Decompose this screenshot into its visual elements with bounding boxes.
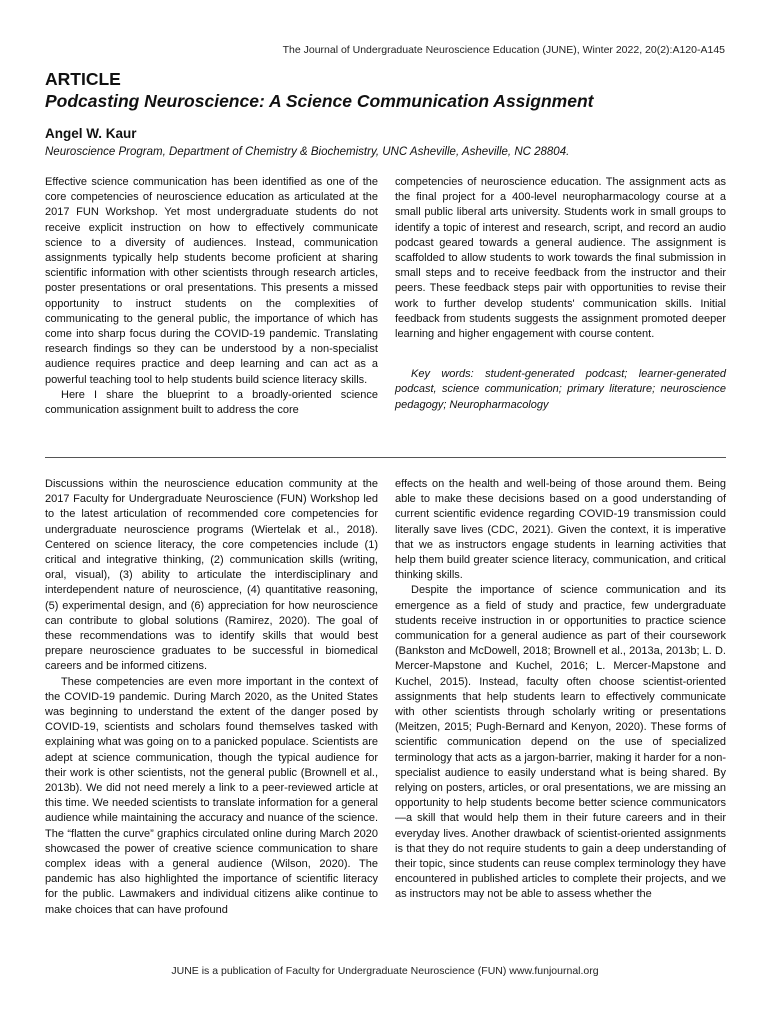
article-title: Podcasting Neuroscience: A Science Communication Assignment (45, 91, 594, 111)
author-affiliation: Neuroscience Program, Department of Chemistry & Biochemistry, UNC Asheville, Asheville, NC 28804. (45, 146, 570, 158)
body-paragraph: effects on the health and well-being of those around them. Being able to make these decisions based on a good understanding of current scientific evidence regarding COVID-19 transmission could literally save lives (CDC, 2021). Given the context, it is imperative that we as instructors engage students in learning activities that help them build greater science literacy, communication, and critical thinking skills. (395, 478, 726, 582)
body-paragraph: Discussions within the neuroscience education community at the 2017 Faculty for Undergraduate Neuroscience (FUN) Workshop led to the latest articulation of recommended core competencies for undergraduate neuroscience programs (Wiertelak et al., 2018). Centered on science literacy, the core competencies include (1) critical and integrative thinking, (2) communication skills (writing, oral, visual), (3) ability to articulate the interdisciplinary and interdependent nature of neuroscience, (4) quantitative reasoning, (5) experimental design, and (6) appreciation for how neuroscience can contribute to global solutions (Ramirez, 2020). The goal of these recommendations was to identify skills that would best prepare neuroscience graduates to be successful in biomedical careers and be informed citizens. (45, 478, 378, 673)
abstract-paragraph: Here I share the blueprint to a broadly-oriented science communication assignment built to address the core (45, 388, 378, 417)
abstract-left-column (45, 175, 378, 418)
author-name: Angel W. Kaur (45, 126, 137, 141)
abstract-right-column (395, 175, 726, 413)
article-label: ARTICLE (45, 69, 121, 89)
body-right-column (395, 477, 726, 903)
section-divider (45, 457, 726, 458)
body-left-column (45, 477, 378, 918)
abstract-paragraph: Effective science communication has been identified as one of the core competencies of neuroscience education as articulated at the 2017 FUN Workshop. Yet most undergraduate students do not receive explicit instruction on how to effectively communicate science to a diversity of audiences. Instead, communication assignments typically help students become proficient at sharing scientific information with other scientists through research articles, poster presentations or oral presentations. This presents a missed opportunity to instruct students on the complexities of communicating to the general public, the importance of which has come into sharp focus during the COVID-19 pandemic. Translating research findings so they can be understood by a non-specialist audience requires practice and deep learning and can act as a powerful teaching tool to help students build science literacy skills. (45, 176, 378, 386)
body-paragraph: Despite the importance of science communication and its emergence as a field of study and practice, few undergraduate students receive instruction in or opportunities to practice science communication for a general audience as part of their coursework (Bankston and McDowell, 2018; Brownell et al., 2013a, 2013b; L. D. Mercer-Mapstone and Kuchel, 2016; L. Mercer-Mapstone and Kuchel, 2015). Instead, faculty often choose scientist-oriented assignments that help students learn to effectively communicate with other scientists through scholarly writing or presentations (Meitzen, 2015; Pugh-Bernard and Kenyon, 2020). These forms of scientific communication depend on the use of specialized terminology that acts as a jargon-barrier, making it harder for a non-specialist audience to easily understand what is being shared. By relying on posters, articles, or oral presentations, we are missing an opportunity to help students become better science communicators—a skill that would help them in their future careers and in their everyday lives. Another drawback of scientist-oriented assignments is that they do not require students to gain a deep understanding of their topic, since students can reuse complex terminology they have encountered in published articles to complete their projects, and we as instructors may not be able to assess whether the (395, 584, 726, 901)
running-head: The Journal of Undergraduate Neuroscience Education (JUNE), Winter 2022, 20(2):A120-A145 (282, 44, 725, 56)
page-footer: JUNE is a publication of Faculty for Undergraduate Neuroscience (FUN) www.funjournal.org (171, 965, 599, 977)
body-paragraph: These competencies are even more important in the context of the COVID-19 pandemic. During March 2020, as the United States was beginning to understand the extent of the danger posed by COVID-19, scientists and scholars found themselves tasked with explaining what was going on to a panicked populace. Scientists are adept at science communication, though the typical audience for their work is other scientists, not the general public (Brownell et al., 2013b). We did not need merely a link to a peer-reviewed article at this time. We needed scientists to translate information for a general audience while maintaining the accuracy and nuance of the science. The “flatten the curve” graphics circulated online during March 2020 showcased the power of creative science communication to share complex ideas with a general audience (Wilson, 2020). The pandemic has also highlighted the importance of scientific literacy for the public. Lawmakers and individual citizens alike continue to make choices that can have profound (45, 675, 378, 916)
abstract-paragraph: competencies of neuroscience education. The assignment acts as the final project for a 400-level neuropharmacology course at a small public liberal arts university. Students work in small groups to identify a topic of interest and research, script, and record an audio podcast geared towards a general audience. The assignment is scaffolded to allow students to work towards the final submission in small steps and to receive feedback from the instructor and their peers. These feedback steps pair with opportunities to revise their work to further develop students' communication skills. Initial feedback from students suggests the assignment promoted deeper learning and higher engagement with course content. (395, 176, 726, 341)
keywords: Key words: student-generated podcast; learner-generated podcast, science communication; primary literature; neuroscience pedagogy; Neuropharmacology (395, 368, 726, 411)
